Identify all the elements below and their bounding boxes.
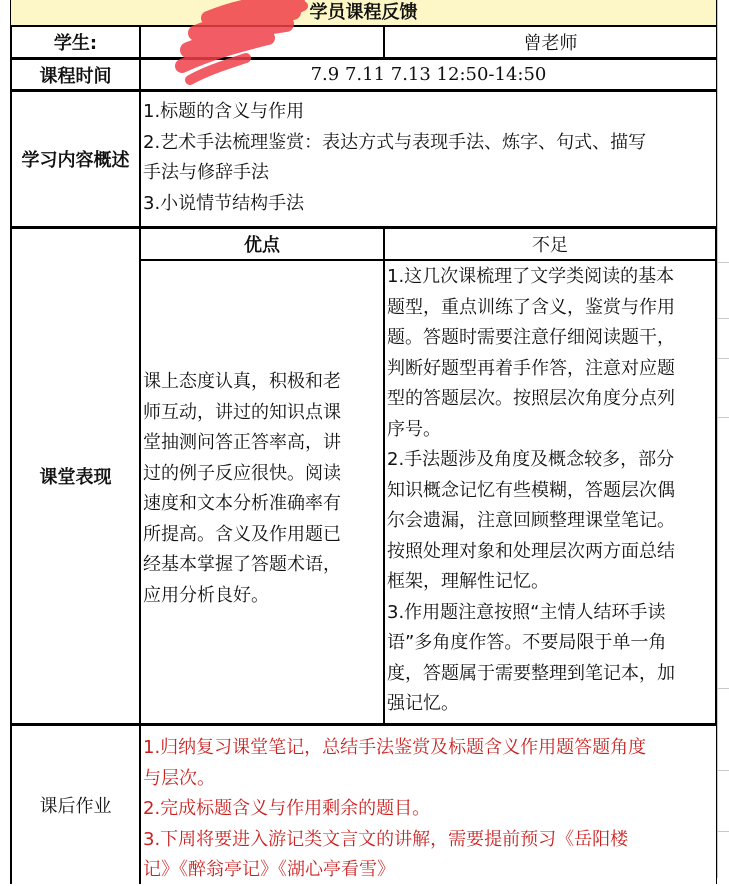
class-performance-label: 课堂表现 bbox=[39, 467, 112, 488]
strengths-line: 所提高。含义及作用题已 bbox=[143, 523, 341, 545]
weaknesses-line: 强记忆。 bbox=[387, 693, 459, 714]
strengths-line: 应用分析良好。 bbox=[143, 584, 269, 606]
weaknesses-line: 型的答题层次。按照层次角度分点列 bbox=[387, 388, 675, 409]
summary-line: 2.艺术手法梳理鉴赏：表达方式与表现手法、炼字、句式、描写 bbox=[143, 131, 647, 153]
weaknesses-line: 语”多角度作答。不要局限于单一角 bbox=[387, 632, 667, 653]
grid-line bbox=[717, 318, 729, 319]
weaknesses-header-cell bbox=[384, 227, 717, 260]
sheet-title bbox=[10, 0, 717, 26]
sheet-title-text: 学员课程反馈 bbox=[309, 2, 418, 23]
homework-line: 与层次。 bbox=[143, 767, 215, 789]
sheet-grid-margin bbox=[717, 0, 729, 878]
teacher-name: 曾老师 bbox=[523, 33, 578, 54]
student-name-cell bbox=[140, 26, 384, 58]
strengths-line: 过的例子反应很快。阅读 bbox=[143, 462, 341, 484]
grid-line bbox=[717, 831, 729, 832]
weaknesses-line: 框架，理解性记忆。 bbox=[387, 571, 549, 592]
grid-line bbox=[717, 262, 729, 263]
strengths-header: 优点 bbox=[244, 235, 280, 256]
strengths-line: 堂抽测问答正答率高，讲 bbox=[143, 432, 341, 453]
student-label: 学生: bbox=[53, 33, 98, 54]
weaknesses-line: 序号。 bbox=[387, 418, 441, 440]
weaknesses-line: 2.手法题涉及角度及概念较多，部分 bbox=[387, 449, 675, 470]
grid-line bbox=[717, 688, 729, 689]
summary-line: 手法与修辞手法 bbox=[143, 162, 269, 183]
teacher-cell bbox=[384, 26, 717, 58]
homework-line: 2.完成标题含义与作用剩余的题目。 bbox=[143, 798, 431, 819]
weaknesses-line: 度，答题属于需要整理到笔记本，加 bbox=[387, 662, 675, 684]
summary-line: 3.小说情节结构手法 bbox=[143, 192, 305, 214]
summary-line: 1.标题的含义与作用 bbox=[143, 101, 305, 122]
homework-label-cell bbox=[10, 724, 140, 884]
course-time-value: 7.9 7.11 7.13 12:50-14:50 bbox=[310, 64, 547, 85]
student-label-cell bbox=[10, 26, 140, 58]
homework-line: 记》《醉翁亭记》《湖心亭看雪》 bbox=[143, 859, 395, 880]
strengths-cell bbox=[140, 260, 384, 724]
weaknesses-line: 尔会遗漏，注意回顾整理课堂笔记。 bbox=[387, 510, 675, 531]
homework-line: 1.归纳复习课堂笔记，总结手法鉴赏及标题含义作用题答题角度 bbox=[143, 737, 647, 758]
weaknesses-line: 按照处理对象和处理层次两方面总结 bbox=[387, 540, 675, 562]
summary-label-cell bbox=[10, 90, 140, 227]
weaknesses-line: 题。答题时需要注意仔细阅读题干， bbox=[387, 327, 675, 348]
grid-line bbox=[717, 770, 729, 771]
course-time-label-cell bbox=[10, 58, 140, 90]
strengths-line: 师互动，讲过的知识点课 bbox=[143, 401, 341, 423]
grid-line bbox=[717, 358, 729, 359]
homework-line: 3.下周将要进入游记类文言文的讲解，需要提前预习《岳阳楼 bbox=[143, 828, 629, 850]
homework-label: 课后作业 bbox=[39, 796, 112, 817]
strengths-line: 课上态度认真，积极和老 bbox=[143, 371, 341, 392]
homework-content-cell bbox=[140, 724, 717, 884]
weaknesses-line: 3.作用题注意按照“主情人结环手读 bbox=[387, 601, 666, 623]
summary-content-cell bbox=[140, 90, 717, 227]
class-performance-label-cell bbox=[10, 227, 140, 724]
course-time-label: 课程时间 bbox=[39, 65, 112, 87]
weaknesses-header: 不足 bbox=[532, 235, 568, 256]
strengths-line: 经基本掌握了答题术语， bbox=[143, 554, 341, 575]
weaknesses-cell bbox=[384, 260, 717, 724]
weaknesses-line: 1.这几次课梳理了文学类阅读的基本 bbox=[387, 266, 675, 287]
grid-line bbox=[717, 417, 729, 418]
strengths-line: 速度和文本分析准确率有 bbox=[143, 493, 341, 514]
course-time-value-cell bbox=[140, 58, 717, 90]
weaknesses-line: 知识概念记忆有些模糊，答题层次偶 bbox=[387, 479, 675, 501]
weaknesses-line: 题型，重点训练了含义，鉴赏与作用 bbox=[387, 296, 675, 318]
summary-label: 学习内容概述 bbox=[21, 150, 130, 171]
strengths-header-cell bbox=[140, 227, 384, 260]
weaknesses-line: 判断好题型再着手作答，注意对应题 bbox=[387, 357, 675, 379]
